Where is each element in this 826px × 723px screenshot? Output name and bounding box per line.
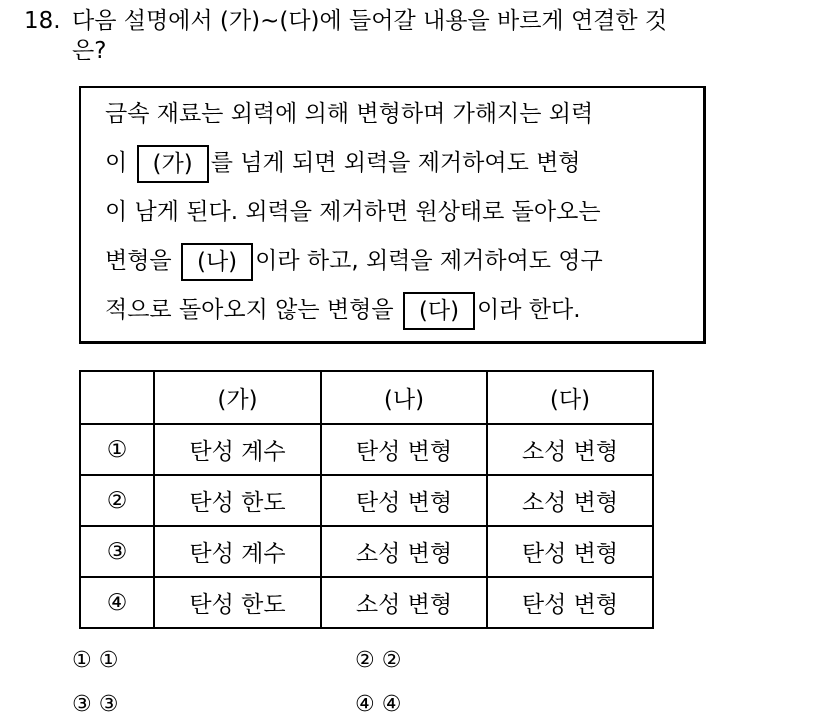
table-header-cell: (나) — [321, 371, 487, 424]
table-header-cell — [80, 371, 154, 424]
question-text-line1: 다음 설명에서 (가)~(다)에 들어갈 내용을 바르게 연결한 것 — [72, 8, 668, 34]
passage-text: 변형을 — [105, 248, 172, 274]
table-row — [80, 526, 653, 577]
passage-text: 적으로 돌아오지 않는 변형을 — [105, 297, 394, 323]
table-row — [80, 577, 653, 628]
table-cell: 탄성 계수 — [154, 424, 321, 475]
answer-table — [79, 370, 654, 629]
table-cell: 탄성 한도 — [154, 475, 321, 526]
table-cell: 소성 변형 — [487, 424, 653, 475]
question-text-line2: 은? — [72, 38, 107, 64]
table-header-row — [80, 371, 653, 424]
table-cell: 탄성 계수 — [154, 526, 321, 577]
table-cell: 탄성 한도 — [154, 577, 321, 628]
table-header-cell: (다) — [487, 371, 653, 424]
choice-1[interactable]: ① ① — [72, 648, 119, 673]
table-cell: 소성 변형 — [487, 475, 653, 526]
table-cell: 탄성 변형 — [321, 424, 487, 475]
choice-4[interactable]: ④ ④ — [355, 692, 402, 717]
passage-text: 이 — [105, 150, 128, 176]
passage-text: 이라 하고, 외력을 제거하여도 영구 — [255, 248, 603, 274]
passage-line-3: 이 남게 된다. 외력을 제거하면 원상태로 돌아오는 — [105, 199, 601, 225]
table-header-cell: (가) — [154, 371, 321, 424]
blank-na: (나) — [181, 243, 253, 281]
table-cell: ④ — [80, 577, 154, 628]
passage-line-5 — [105, 290, 703, 339]
blank-ga: (가) — [137, 145, 209, 183]
passage-line-1: 금속 재료는 외력에 의해 변형하며 가해지는 외력 — [105, 101, 594, 127]
passage-text: 이라 한다. — [477, 297, 581, 323]
passage-box — [79, 86, 706, 344]
blank-da: (다) — [403, 292, 475, 330]
table-row — [80, 424, 653, 475]
question-header — [24, 6, 667, 66]
table-row — [80, 475, 653, 526]
passage-text: 를 넘게 되면 외력을 제거하여도 변형 — [210, 150, 581, 176]
table-cell: 소성 변형 — [321, 526, 487, 577]
table-cell: 탄성 변형 — [321, 475, 487, 526]
passage-line-4 — [105, 241, 703, 290]
choice-2[interactable]: ② ② — [355, 648, 402, 673]
question-number: 18. — [24, 8, 61, 34]
table-cell: 탄성 변형 — [487, 526, 653, 577]
table-cell: ① — [80, 424, 154, 475]
table-cell: ③ — [80, 526, 154, 577]
passage-line-2 — [105, 143, 703, 192]
table-cell: 소성 변형 — [321, 577, 487, 628]
table-cell: ② — [80, 475, 154, 526]
table-cell: 탄성 변형 — [487, 577, 653, 628]
choice-3[interactable]: ③ ③ — [72, 692, 119, 717]
